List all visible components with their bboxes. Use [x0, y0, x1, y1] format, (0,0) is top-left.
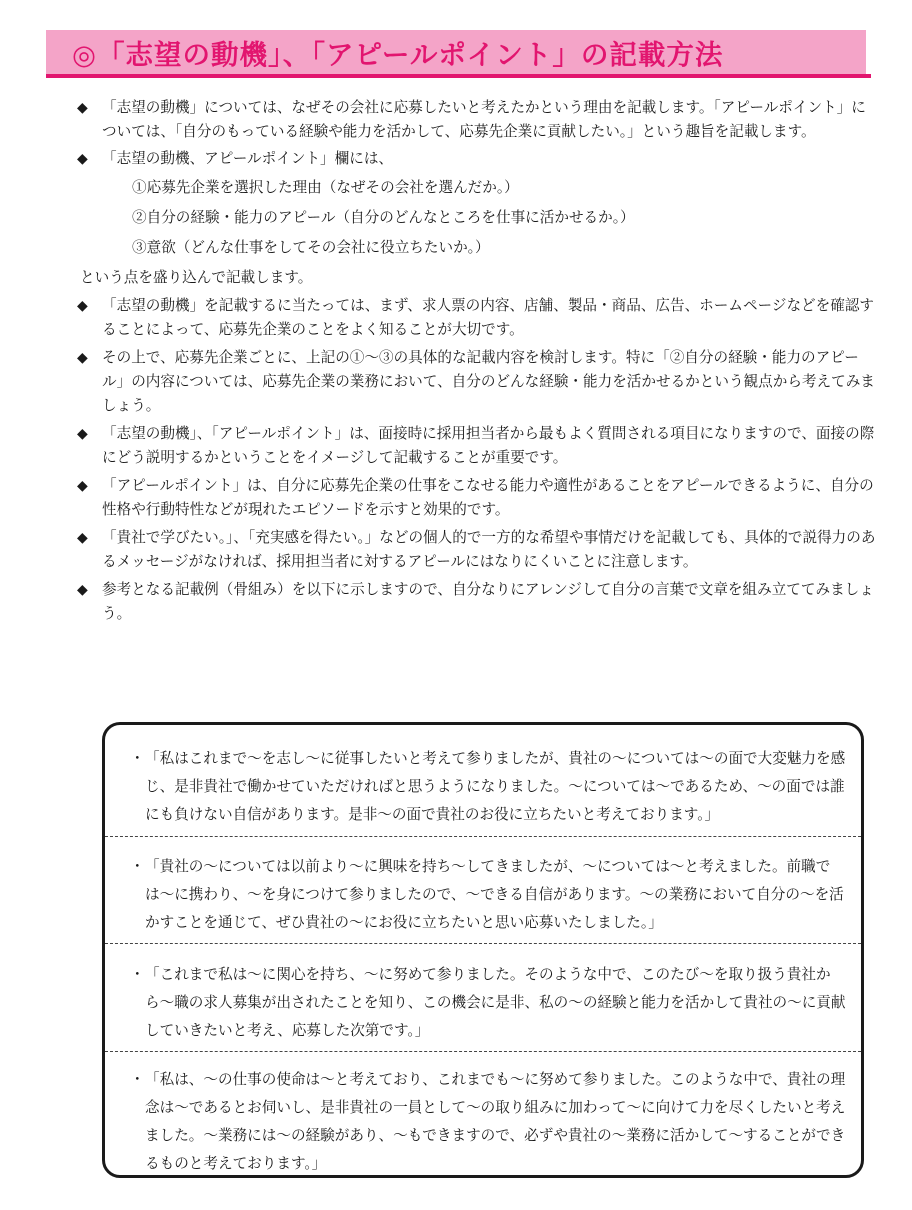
list-item-motivation: ③意欲（どんな仕事をしてその会社に役立ちたいか。）	[132, 239, 490, 256]
example-item: ・ 「これまで私は〜に関心を持ち、〜に努めて参りました。そのような中で、このたび〜を取り扱う貴社から〜職の求人募集が出されたことを知り、この機会に是非、私の〜の経験と能力を活かして貴社の〜に貢献していきたいと考え、応募した次第です。」	[105, 961, 861, 1045]
paragraph-caution: ◆ 「貴社で学びたい。」、「充実感を得たい。」などの個人的で一方的な希望や事情だけを記載しても、具体的で説得力のあるメッセージがなければ、採用担当者に対するアピールにはなりにくいことに注意します。	[74, 526, 880, 574]
example-item: ・ 「私は、〜の仕事の使命は〜と考えており、これまでも〜に努めて参りました。このような中で、貴社の理念は〜であるとお伺いし、是非貴社の一員として〜の取り組みに加わって〜に向けて力を尽くしたいと考えました。〜業務には〜の経験があり、〜もできますので、必ずや貴社の〜業務に活かして〜することができるものと考えております。」	[105, 1066, 861, 1178]
paragraph-examples-intro: ◆ 参考となる記載例（骨組み）を以下に示しますので、自分なりにアレンジして自分の言葉で文章を組み立ててみましょう。	[74, 578, 880, 626]
guidance-section	[74, 96, 880, 626]
example-item: ・ 「私はこれまで〜を志し〜に従事したいと考えて参りましたが、貴社の〜については〜の面で大変魅力を感じ、是非貴社で働かせていただければと思うようになりました。〜については〜であるため、〜の面では誰にも負けない自信があります。是非〜の面で貴社のお役に立ちたいと考えております。」	[105, 745, 861, 829]
example-box	[102, 722, 864, 1178]
diamond-bullet-icon: ◆	[77, 582, 88, 598]
example-dot: ・	[130, 750, 145, 767]
dashed-divider	[105, 836, 861, 837]
title-banner	[46, 30, 866, 74]
dashed-divider	[105, 1051, 861, 1052]
list-item-reason: ①応募先企業を選択した理由（なぜその会社を選んだか。）	[132, 179, 519, 196]
diamond-bullet-icon: ◆	[77, 478, 88, 494]
paragraph-motive-definition: ◆ 「志望の動機」については、なぜその会社に応募したいと考えたかという理由を記載します。「アピールポイント」については、「自分のもっている経験や能力を活かして、応募先企業に貢献したい。」という趣旨を記載します。	[74, 96, 880, 144]
title-underline	[46, 74, 871, 78]
paragraph-content-review: ◆ その上で、応募先企業ごとに、上記の①〜③の具体的な記載内容を検討します。特に「②自分の経験・能力のアピール」の内容については、応募先企業の業務において、自分のどんな経験・能力を活かせるかという観点から考えてみましょう。	[74, 346, 880, 418]
paragraph-interview: ◆ 「志望の動機」、「アピールポイント」は、面接時に採用担当者から最もよく質問される項目になりますので、面接の際にどう説明するかということをイメージして記載することが重要です。	[74, 422, 880, 470]
diamond-bullet-icon: ◆	[77, 100, 88, 116]
paragraph-episode: ◆ 「アピールポイント」は、自分に応募先企業の仕事をこなせる能力や適性があることをアピールできるように、自分の性格や行動特性などが現れたエピソードを示すと効果的です。	[74, 474, 880, 522]
diamond-bullet-icon: ◆	[77, 151, 88, 167]
diamond-bullet-icon: ◆	[77, 350, 88, 366]
example-dot: ・	[130, 858, 145, 875]
paragraph-field-contents: ◆ 「志望の動機、アピールポイント」欄には、	[74, 147, 880, 171]
list-conclusion: という点を盛り込んで記載します。	[80, 269, 313, 286]
diamond-bullet-icon: ◆	[77, 298, 88, 314]
diamond-bullet-icon: ◆	[77, 530, 88, 546]
page-title: ◎「志望の動機」、「アピールポイント」の記載方法	[72, 39, 724, 71]
paragraph-research: ◆ 「志望の動機」を記載するに当たっては、まず、求人票の内容、店舗、製品・商品、広告、ホームページなどを確認することによって、応募先企業のことをよく知ることが大切です。	[74, 294, 880, 342]
example-dot: ・	[130, 966, 145, 983]
diamond-bullet-icon: ◆	[77, 426, 88, 442]
example-dot: ・	[130, 1071, 145, 1088]
example-item: ・ 「貴社の〜については以前より〜に興味を持ち〜してきましたが、〜については〜と考えました。前職では〜に携わり、〜を身につけて参りましたので、〜できる自信があります。〜の業務において自分の〜を活かすことを通じて、ぜひ貴社の〜にお役に立ちたいと思い応募いたしました。」	[105, 853, 861, 937]
dashed-divider	[105, 943, 861, 944]
list-item-appeal: ②自分の経験・能力のアピール（自分のどんなところを仕事に活かせるか。）	[132, 209, 635, 226]
